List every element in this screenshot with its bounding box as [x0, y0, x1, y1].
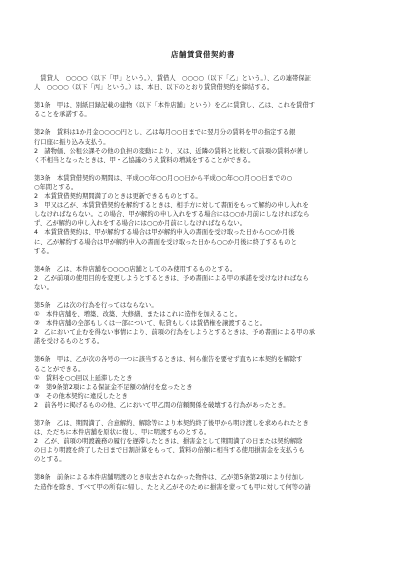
article-line: 2 諸物価、公租公課その他の負担の変動により、又は、近隣の賃料と比較して前項の賃料が著し [34, 147, 309, 155]
article-line: 第5条 乙は次の行為を行ってはならない。 [34, 301, 158, 309]
article-gap [34, 410, 372, 419]
article-5 [34, 301, 372, 346]
preamble: 賃貸人 ○○○○（以下「甲」という。）、賃借人 ○○○○（以下「乙」という。）、乙の連帯保証 人 ○○○○（以下「丙」という。）は、本日、以下のとおり賃貸借契約を締結する。 [34, 75, 311, 92]
article-line: 3 甲又は乙が、本賃貸借契約を解約するときは、相手方に対して書面をもって解約の申し入れを [34, 202, 309, 210]
article-line: く不相当となったときは、甲・乙協議のうえ賃料の増減をすることができる。 [34, 156, 255, 164]
article-gap [34, 292, 372, 301]
article-3 [34, 174, 372, 256]
article-line: に、乙が解約する場合は甲が解約申入の書面を受け取った日から○○か月後に終了するものと [34, 238, 297, 246]
article-line: 2 乙において止むを得ない事情により、前項の行為をしようとするときは、予め書面による甲の承 [34, 329, 316, 337]
article-line: た造作を除き、すべて甲の所有に帰し、たとえ乙がそのために損害を蒙っても甲に対して何等の請 [34, 483, 311, 491]
article-8 [34, 473, 372, 491]
article-line: ① 賃料を○○回以上延滞したとき [34, 374, 133, 382]
article-line: ることを承諾する。 [34, 111, 91, 119]
article-line: のとする。 [34, 456, 66, 464]
article-line: する。 [34, 247, 53, 255]
article-line: 4 本賃貸借契約は、甲が解約する場合は甲が解約申入の書面を受け取った日から○○か月後 [34, 229, 295, 237]
document-title: 店舗賃貸借契約書 [171, 50, 235, 59]
article-line: は、ただちに本件店舗を原状に復し、甲に明渡すものとする。 [34, 429, 211, 437]
article-line: 2 乙が、前項の明渡義務の履行を遅滞したときは、損害金として期間満了の日または契約解除 [34, 438, 303, 446]
article-line: 第1条 甲は、別紙目録記載の建物（以下「本件店舗」という）を乙に賃貸し、乙は、これを賃借す [34, 102, 316, 110]
article-2 [34, 128, 372, 164]
article-4 [34, 265, 372, 292]
article-line: 2 前各号に掲げるものの他、乙において甲乙間の信頼関係を破壊する行為があったとき。 [34, 401, 290, 409]
article-gap [34, 165, 372, 174]
article-7 [34, 419, 372, 464]
article-1 [34, 101, 372, 119]
article-line: しなければならない。この場合、甲が解約の申し入れをする場合には○○か月前にしなければなら [34, 211, 310, 219]
article-6 [34, 355, 372, 410]
article-line: ○年間とする。 [34, 183, 78, 191]
article-line: ることができる。 [34, 365, 85, 373]
article-line: 第7条 乙は、期間満了、合意解約、解除等により本契約終了後甲から明け渡しを求められたとき [34, 420, 309, 427]
article-gap [34, 346, 372, 355]
article-gap [34, 92, 372, 101]
article-line: ない。 [34, 283, 53, 291]
article-line: 2 乙が前項の使用目的を変更しようとするときは、予め書面による甲の承諾を受けなければなら [34, 274, 309, 282]
article-line: 第6条 甲は、乙が次の各号の一つに該当するときは、何ら催告を要せず直ちに本契約を解除す [34, 356, 303, 364]
article-line: 第8条 前条による本件店舗明渡のとき収去されなかった物件は、乙が第5条第2項により付加し [34, 474, 305, 482]
article-line: ① 本件店舗を、増築、改築、大修繕、またはこれに造作を加えること。 [34, 311, 242, 319]
article-line: ② 第9条第2項による保証金不足額の納付を怠ったとき [34, 383, 193, 391]
article-gap [34, 256, 372, 265]
articles-container [34, 92, 372, 491]
article-gap [34, 119, 372, 128]
article-line: 諾を受けるものとする。 [34, 338, 104, 346]
article-line: 2 本賃貸借契約期間満了のときは更新できるものとする。 [34, 193, 202, 201]
article-line: ③ その他本契約に違反したとき [34, 392, 128, 400]
article-gap [34, 464, 372, 473]
article-line: ず、乙が解約の申し入れをする場合には○○か月前にしなければならない。 [34, 220, 246, 228]
article-line: 第3条 本賃貸借契約の期間は、平成○○年○○月○○日から平成○○年○○月○○日までの○ [34, 174, 293, 182]
article-line: 行口座に振り込み支払う。 [34, 138, 110, 146]
article-line: 第4条 乙は、本件店舗を○○○○店舗としてのみ使用するものとする。 [34, 265, 237, 273]
article-line: ② 本件店舗の全部もしくは一部について、転貸もしくは賃借権を譲渡すること。 [34, 320, 267, 328]
article-line: の日より明渡を終了した日まで日割計算をもって、賃料の倍額に相当する使用損害金を支払うも [34, 447, 305, 455]
article-line: 第2条 賃料は1か月金○○○○円とし、乙は毎月○○日までに翌月分の賃料を甲の指定する銀 [34, 129, 296, 137]
